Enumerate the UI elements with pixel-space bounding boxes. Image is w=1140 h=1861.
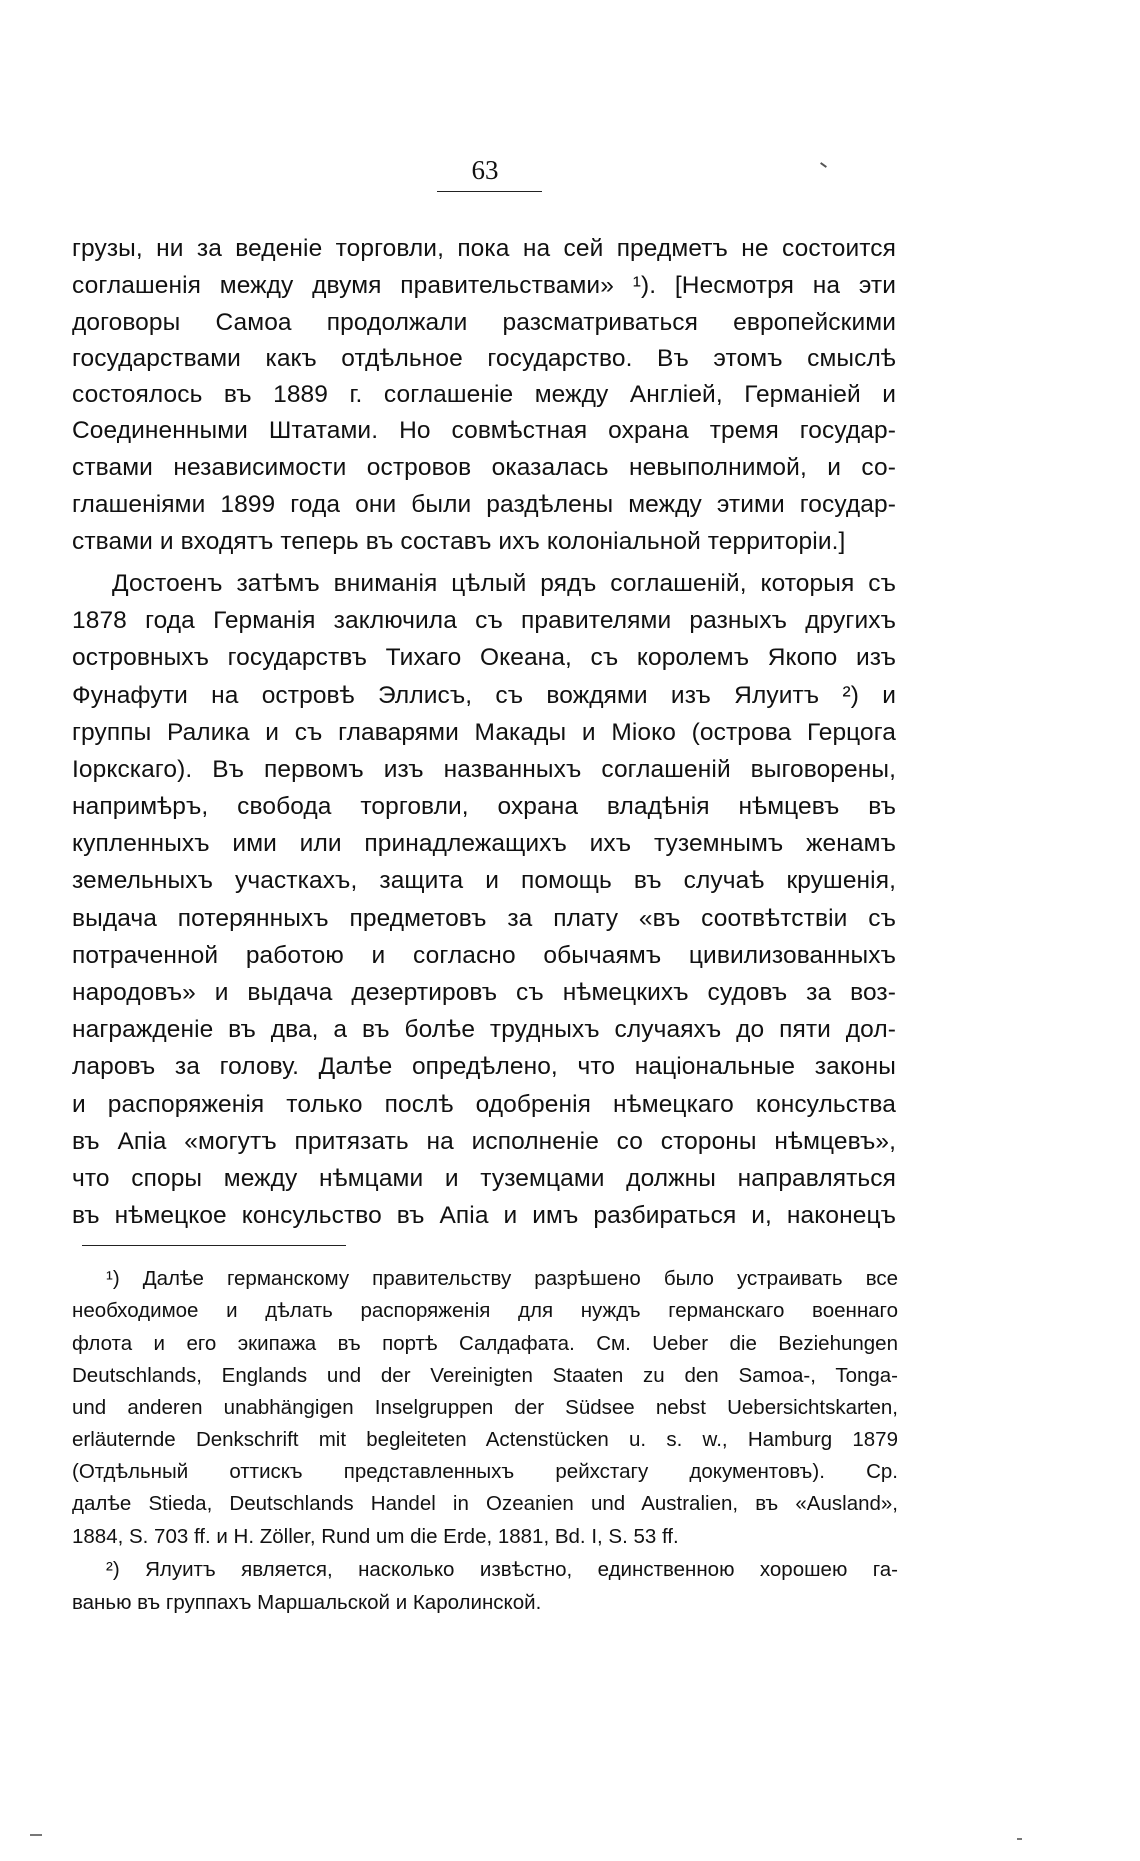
text-line: напримѣръ, свобода торговли, охрана владѣнія нѣмцевъ въ: [72, 793, 896, 820]
text-line: договоры Самоа продолжали разсматриваться европейскими: [72, 309, 896, 336]
text-line: соглашенія между двумя правительствами» ¹). [Несмотря на эти: [72, 272, 896, 299]
text-line: ствами и входятъ теперь въ составъ ихъ колоніальной территоріи.]: [72, 528, 846, 555]
scan-mark: [1017, 1838, 1022, 1840]
page-number: 63: [471, 155, 499, 185]
paragraph-start-line: Достоенъ затѣмъ вниманія цѣлый рядъ соглашеній, которыя съ: [112, 570, 896, 597]
text-line: группы Ралика и съ главарями Макады и Міоко (острова Герцога: [72, 719, 896, 746]
text-line: Фунафути на островѣ Эллисъ, съ вождями изъ Ялуитъ ²) и: [72, 682, 896, 709]
footnote-1-line: erläuternde Denkschrift mit begleiteten Actenstücken u. s. w., Hamburg 1879: [72, 1428, 898, 1451]
text-line: потраченной работою и согласно обычаямъ цивилизованныхъ: [72, 942, 896, 969]
text-line: земельныхъ участкахъ, защита и помощь въ случаѣ крушенія,: [72, 867, 896, 894]
footnote-separator: [82, 1245, 346, 1246]
text-line: грузы, ни за веденіе торговли, пока на сей предметъ не состоится: [72, 235, 896, 262]
text-line: купленныхъ ими или принадлежащихъ ихъ туземнымъ женамъ: [72, 830, 896, 857]
header-rule: [437, 191, 542, 192]
text-line: ствами независимости островов оказалась невыполнимой, и со-: [72, 454, 896, 481]
text-line: 1878 года Германія заключила съ правителями разныхъ другихъ: [72, 607, 896, 634]
scan-mark: [30, 1834, 42, 1836]
text-line: состоялось въ 1889 г. соглашеніе между Англіей, Германіей и: [72, 381, 896, 408]
footnote-2-line: ванью въ группахъ Маршальской и Каролинской.: [72, 1591, 542, 1614]
footnote-1-line: (Отдѣльный оттискъ представленныхъ рейхстагу документовъ). Ср.: [72, 1460, 898, 1483]
text-line: что споры между нѣмцами и туземцами должны направляться: [72, 1165, 896, 1192]
text-line: глашеніями 1899 года они были раздѣлены между этими государ-: [72, 491, 896, 518]
text-line: народовъ» и выдача дезертировъ съ нѣмецкихъ судовъ за воз-: [72, 979, 896, 1006]
footnote-1-line: необходимое и дѣлать распоряженія для нуждъ германскаго военнаго: [72, 1299, 898, 1322]
footnote-2-line: ²) Ялуитъ является, насколько извѣстно, единственною хорошею га-: [106, 1558, 898, 1581]
text-line: государствами какъ отдѣльное государство. Въ этомъ смыслѣ: [72, 345, 896, 372]
stray-mark: [820, 162, 827, 168]
footnote-1-line: und anderen unabhängigen Inselgruppen der Südsee nebst Uebersichtskarten,: [72, 1396, 898, 1419]
text-line: выдача потерянныхъ предметовъ за плату «въ соотвѣтствіи съ: [72, 905, 896, 932]
footnote-1-line: 1884, S. 703 ff. и H. Zöller, Rund um die Erde, 1881, Bd. I, S. 53 ff.: [72, 1525, 679, 1548]
footnote-1-line: ¹) Далѣе германскому правительству разрѣшено было устраивать все: [106, 1267, 898, 1290]
text-line: и распоряженія только послѣ одобренія нѣмецкаго консульства: [72, 1091, 896, 1118]
footnote-1-line: флота и его экипажа въ портѣ Салдафата. См. Ueber die Beziehungen: [72, 1332, 898, 1355]
text-line: награжденіе въ два, а въ болѣе трудныхъ случаяхъ до пяти дол-: [72, 1016, 896, 1043]
text-line: ларовъ за голову. Далѣе опредѣлено, что національные законы: [72, 1053, 896, 1080]
text-line: въ нѣмецкое консульство въ Апіа и имъ разбираться и, наконецъ: [72, 1202, 896, 1229]
text-line: Соединенными Штатами. Но совмѣстная охрана тремя государ-: [72, 417, 896, 444]
footnote-1-line: Deutschlands, Englands und der Vereinigten Staaten zu den Samoa-, Tonga-: [72, 1364, 898, 1387]
text-line: въ Апіа «могутъ притязать на исполненіе со стороны нѣмцевъ»,: [72, 1128, 896, 1155]
footnote-1-line: далѣе Stieda, Deutschlands Handel in Ozeanien und Australien, въ «Ausland»,: [72, 1492, 898, 1515]
text-line: Іоркскаго). Въ первомъ изъ названныхъ соглашеній выговорены,: [72, 756, 896, 783]
text-line: островныхъ государствъ Тихаго Океана, съ королемъ Якопо изъ: [72, 644, 896, 671]
